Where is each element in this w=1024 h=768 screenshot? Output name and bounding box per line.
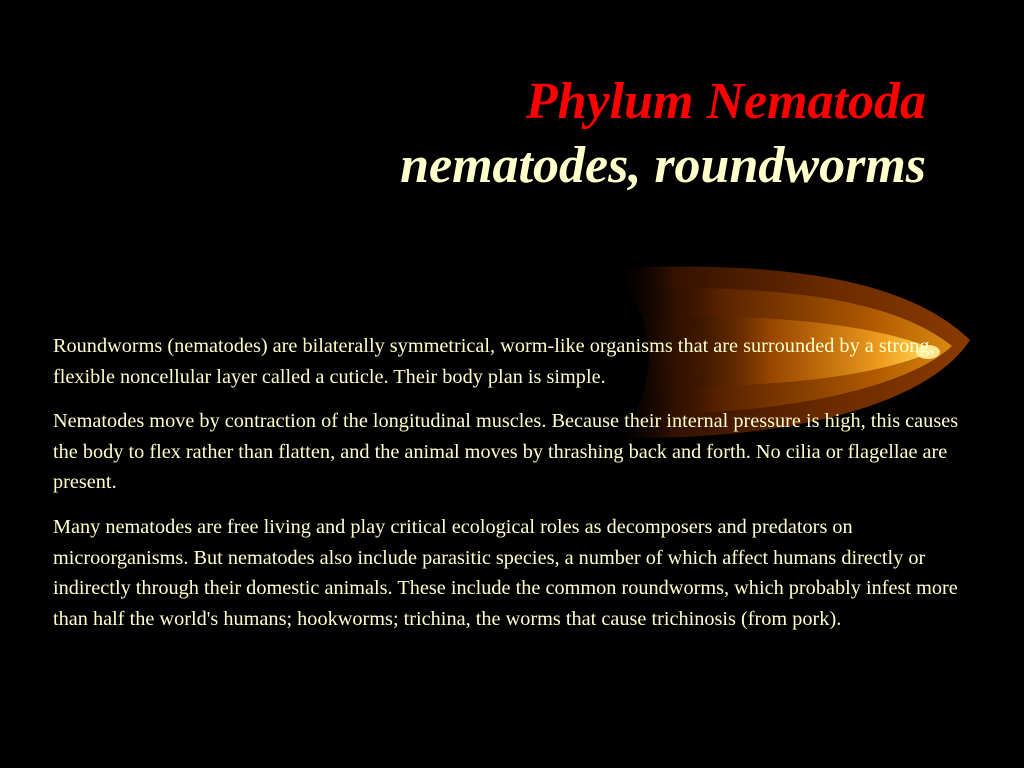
body-text — [53, 331, 968, 648]
paragraph-movement: Nematodes move by contraction of the longitudinal muscles. Because their internal pressure is high, this causes the body to flex rather than flatten, and the animal moves by thrashing back and forth. No cilia or flagellae are present. — [53, 410, 959, 494]
slide-title: Phylum Nematoda — [525, 73, 926, 130]
slide-subtitle: nematodes, roundworms — [400, 137, 926, 194]
title-block — [400, 70, 926, 198]
paragraph-description: Roundworms (nematodes) are bilaterally symmetrical, worm-like organisms that are surrounded by a strong, flexible noncellular layer called a cuticle. Their body plan is simple. — [53, 335, 935, 388]
paragraph-ecology: Many nematodes are free living and play critical ecological roles as decomposers and predators on microorganisms. But nematodes also include parasitic species, a number of which affect humans directly or indirectly through their domestic animals. These include the common roundworms, which probably infest more than half the world's humans; hookworms; trichina, the worms that cause trichinosis (from pork). — [53, 515, 958, 630]
